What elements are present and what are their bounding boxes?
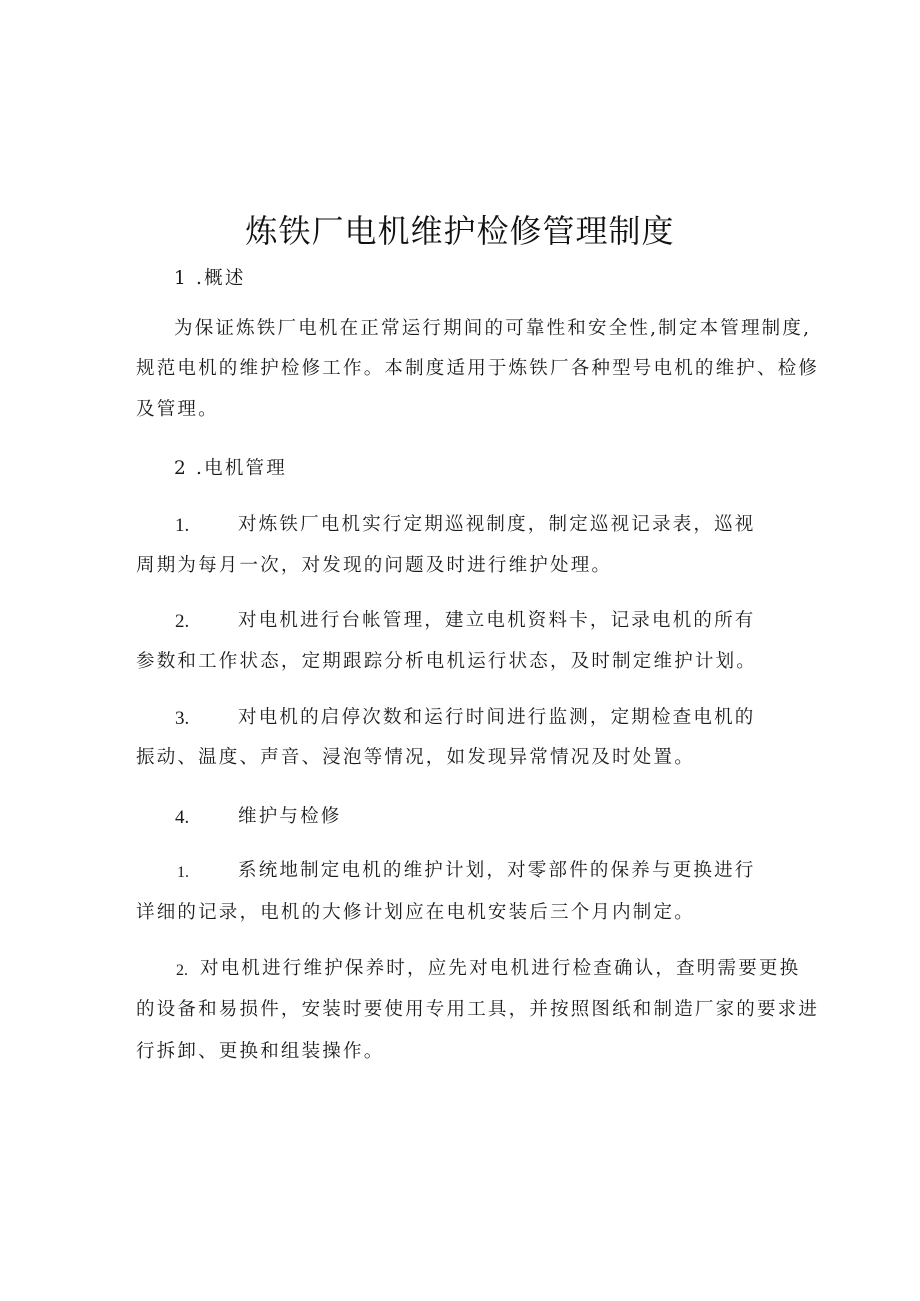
item-1-line-2: 周期为每月一次，对发现的问题及时进行维护处理。: [136, 555, 613, 576]
subitem-2-line-3: 行拆卸、更换和组装操作。: [136, 1041, 385, 1062]
section-2-heading: 2 .电机管理: [174, 458, 287, 479]
item-1-number: 1.: [175, 515, 190, 536]
section-1-paragraph-line-2: 规范电机的维护检修工作。本制度适用于炼铁厂各种型号电机的维护、检修: [136, 358, 820, 379]
subitem-1-line-1: 系统地制定电机的维护计划，对零部件的保养与更换进行: [238, 860, 756, 881]
item-4-heading: 维护与检修: [238, 806, 342, 827]
item-1-line-1: 对炼铁厂电机实行定期巡视制度，制定巡视记录表，巡视: [238, 514, 756, 535]
subitem-1-number: 1.: [177, 864, 189, 881]
item-2-line-2: 参数和工作状态，定期跟踪分析电机运行状态，及时制定维护计划。: [136, 651, 758, 672]
subitem-1-line-2: 详细的记录，电机的大修计划应在电机安装后三个月内制定。: [136, 902, 695, 923]
subitem-2-line-1: 对电机进行维护保养时，应先对电机进行检查确认，查明需要更换: [200, 958, 801, 979]
subitem-2-number: 2.: [176, 962, 188, 979]
subitem-2-line-2: 的设备和易损件，安装时要使用专用工具，并按照图纸和制造厂家的要求进: [136, 999, 820, 1020]
item-2-number: 2.: [175, 611, 190, 632]
item-2-line-1: 对电机进行台帐管理，建立电机资料卡，记录电机的所有: [238, 610, 756, 631]
item-3-line-2: 振动、温度、声音、浸泡等情况，如发现异常情况及时处置。: [136, 747, 695, 768]
section-1-paragraph-line-3: 及管理。: [136, 399, 219, 420]
section-1-heading: 1 .概述: [174, 268, 246, 289]
item-3-line-1: 对电机的启停次数和运行时间进行监测，定期检查电机的: [238, 707, 756, 728]
item-3-number: 3.: [175, 708, 190, 729]
page-title: 炼铁厂电机维护检修管理制度: [245, 212, 675, 250]
section-1-paragraph-line-1: 为保证炼铁厂电机在正常运行期间的可靠性和安全性,制定本管理制度,: [174, 318, 812, 339]
item-4-number: 4.: [175, 807, 190, 828]
